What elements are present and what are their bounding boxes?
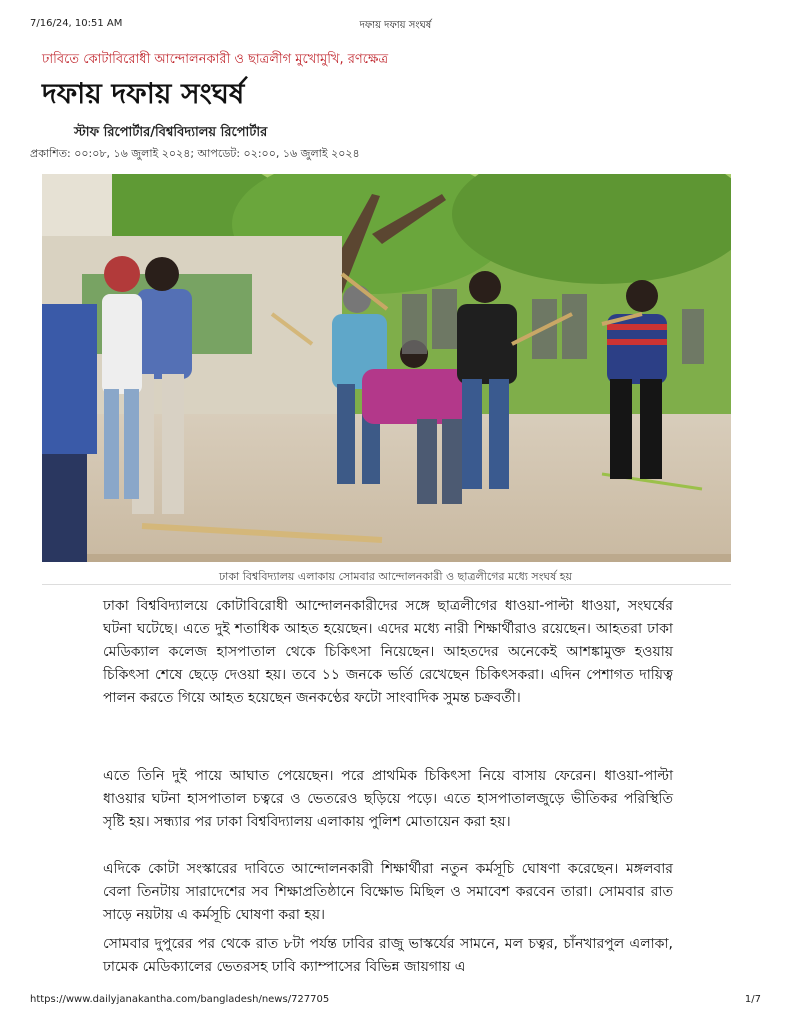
article-kicker: ঢাবিতে কোটাবিরোধী আন্দোলনকারী ও ছাত্রলীগ মুখোমুখি, রণক্ষেত্র: [42, 52, 389, 67]
article-title: দফায় দফায় সংঘর্ষ: [42, 77, 245, 110]
article-photo: [42, 174, 731, 562]
article-paragraph: এতে তিনি দুই পায়ে আঘাত পেয়েছেন। পরে প্রাথমিক চিকিৎসা নিয়ে বাসায় ফেরেন। ধাওয়া-পাল্টা ধাওয়ার ঘটনা হাসপাতাল চত্বরে ও ভেতরেও ছড়িয়ে পড়ে। এতে হাসপাতালজুড়ে ভীতিকর পরিস্থিতি সৃষ্টি হয়। সন্ধ্যার পর ঢাকা বিশ্ববিদ্যালয় এলাকায় পুলিশ মোতায়েন করা হয়।: [103, 768, 673, 830]
photo-caption: ঢাকা বিশ্ববিদ্যালয় এলাকায় সোমবার আন্দোলনকারী ও ছাত্রলীগের মধ্যে সংঘর্ষ হয়: [218, 570, 573, 583]
protest-clash-photo: [42, 174, 731, 562]
print-page-title: দফায় দফায় সংঘর্ষ: [359, 20, 432, 31]
article-dateline: প্রকাশিত: ০০:০৮, ১৬ জুলাই ২০২৪; আপডেট: ০২:০০, ১৬ জুলাই ২০২৪: [30, 147, 360, 160]
divider: [42, 584, 731, 585]
print-timestamp: 7/16/24, 10:51 AM: [30, 18, 123, 29]
source-url: https://www.dailyjanakantha.com/bangladesh/news/727705: [30, 994, 330, 1005]
page-number: 1/7: [744, 994, 761, 1005]
article-paragraph: এদিকে কোটা সংস্কারের দাবিতে আন্দোলনকারী শিক্ষার্থীরা নতুন কর্মসূচি ঘোষণা করেছেন। মঙ্গলবার বেলা তিনটায় সারাদেশের সব শিক্ষাপ্রতিষ্ঠানে বিক্ষোভ মিছিল ও সমাবেশ করবেন তারা। সোমবার রাত সাড়ে নয়টায় এ কর্মসূচি ঘোষণা করা হয়।: [103, 861, 673, 923]
article-byline: স্টাফ রিপোর্টার/বিশ্ববিদ্যালয় রিপোর্টার: [74, 125, 268, 140]
article-paragraph: ঢাকা বিশ্ববিদ্যালয়ে কোটাবিরোধী আন্দোলনকারীদের সঙ্গে ছাত্রলীগের ধাওয়া-পাল্টা ধাওয়া, সংঘর্ষের ঘটনা ঘটেছে। এতে দুই শতাধিক আহত হয়েছেন। এদের মধ্যে নারী শিক্ষার্থীরাও রয়েছেন। আহতরা ঢাকা মেডিক্যাল কলেজ হাসপাতাল থেকে চিকিৎসা নিয়েছেন। আহতদের অনেকেই আশঙ্কামুক্ত হওয়ায় চিকিৎসা শেষে ছেড়ে দেওয়া হয়। তবে ১১ জনকে ভর্তি রেখেছেন চিকিৎসকরা। এদিন পেশাগত দায়িত্ব পালন করতে গিয়ে আহত হয়েছেন জনকণ্ঠের ফটো সাংবাদিক সুমন্ত চক্রবর্তী।: [103, 598, 673, 706]
article-paragraph: সোমবার দুপুরের পর থেকে রাত ৮টা পর্যন্ত ঢাবির রাজু ভাস্কর্যের সামনে, মল চত্বর, চাঁনখারপুল এলাকা, ঢামেক মেডিক্যালের ভেতরসহ ঢাবি ক্যাম্পাসের বিভিন্ন জায়গায় এ: [103, 936, 673, 975]
